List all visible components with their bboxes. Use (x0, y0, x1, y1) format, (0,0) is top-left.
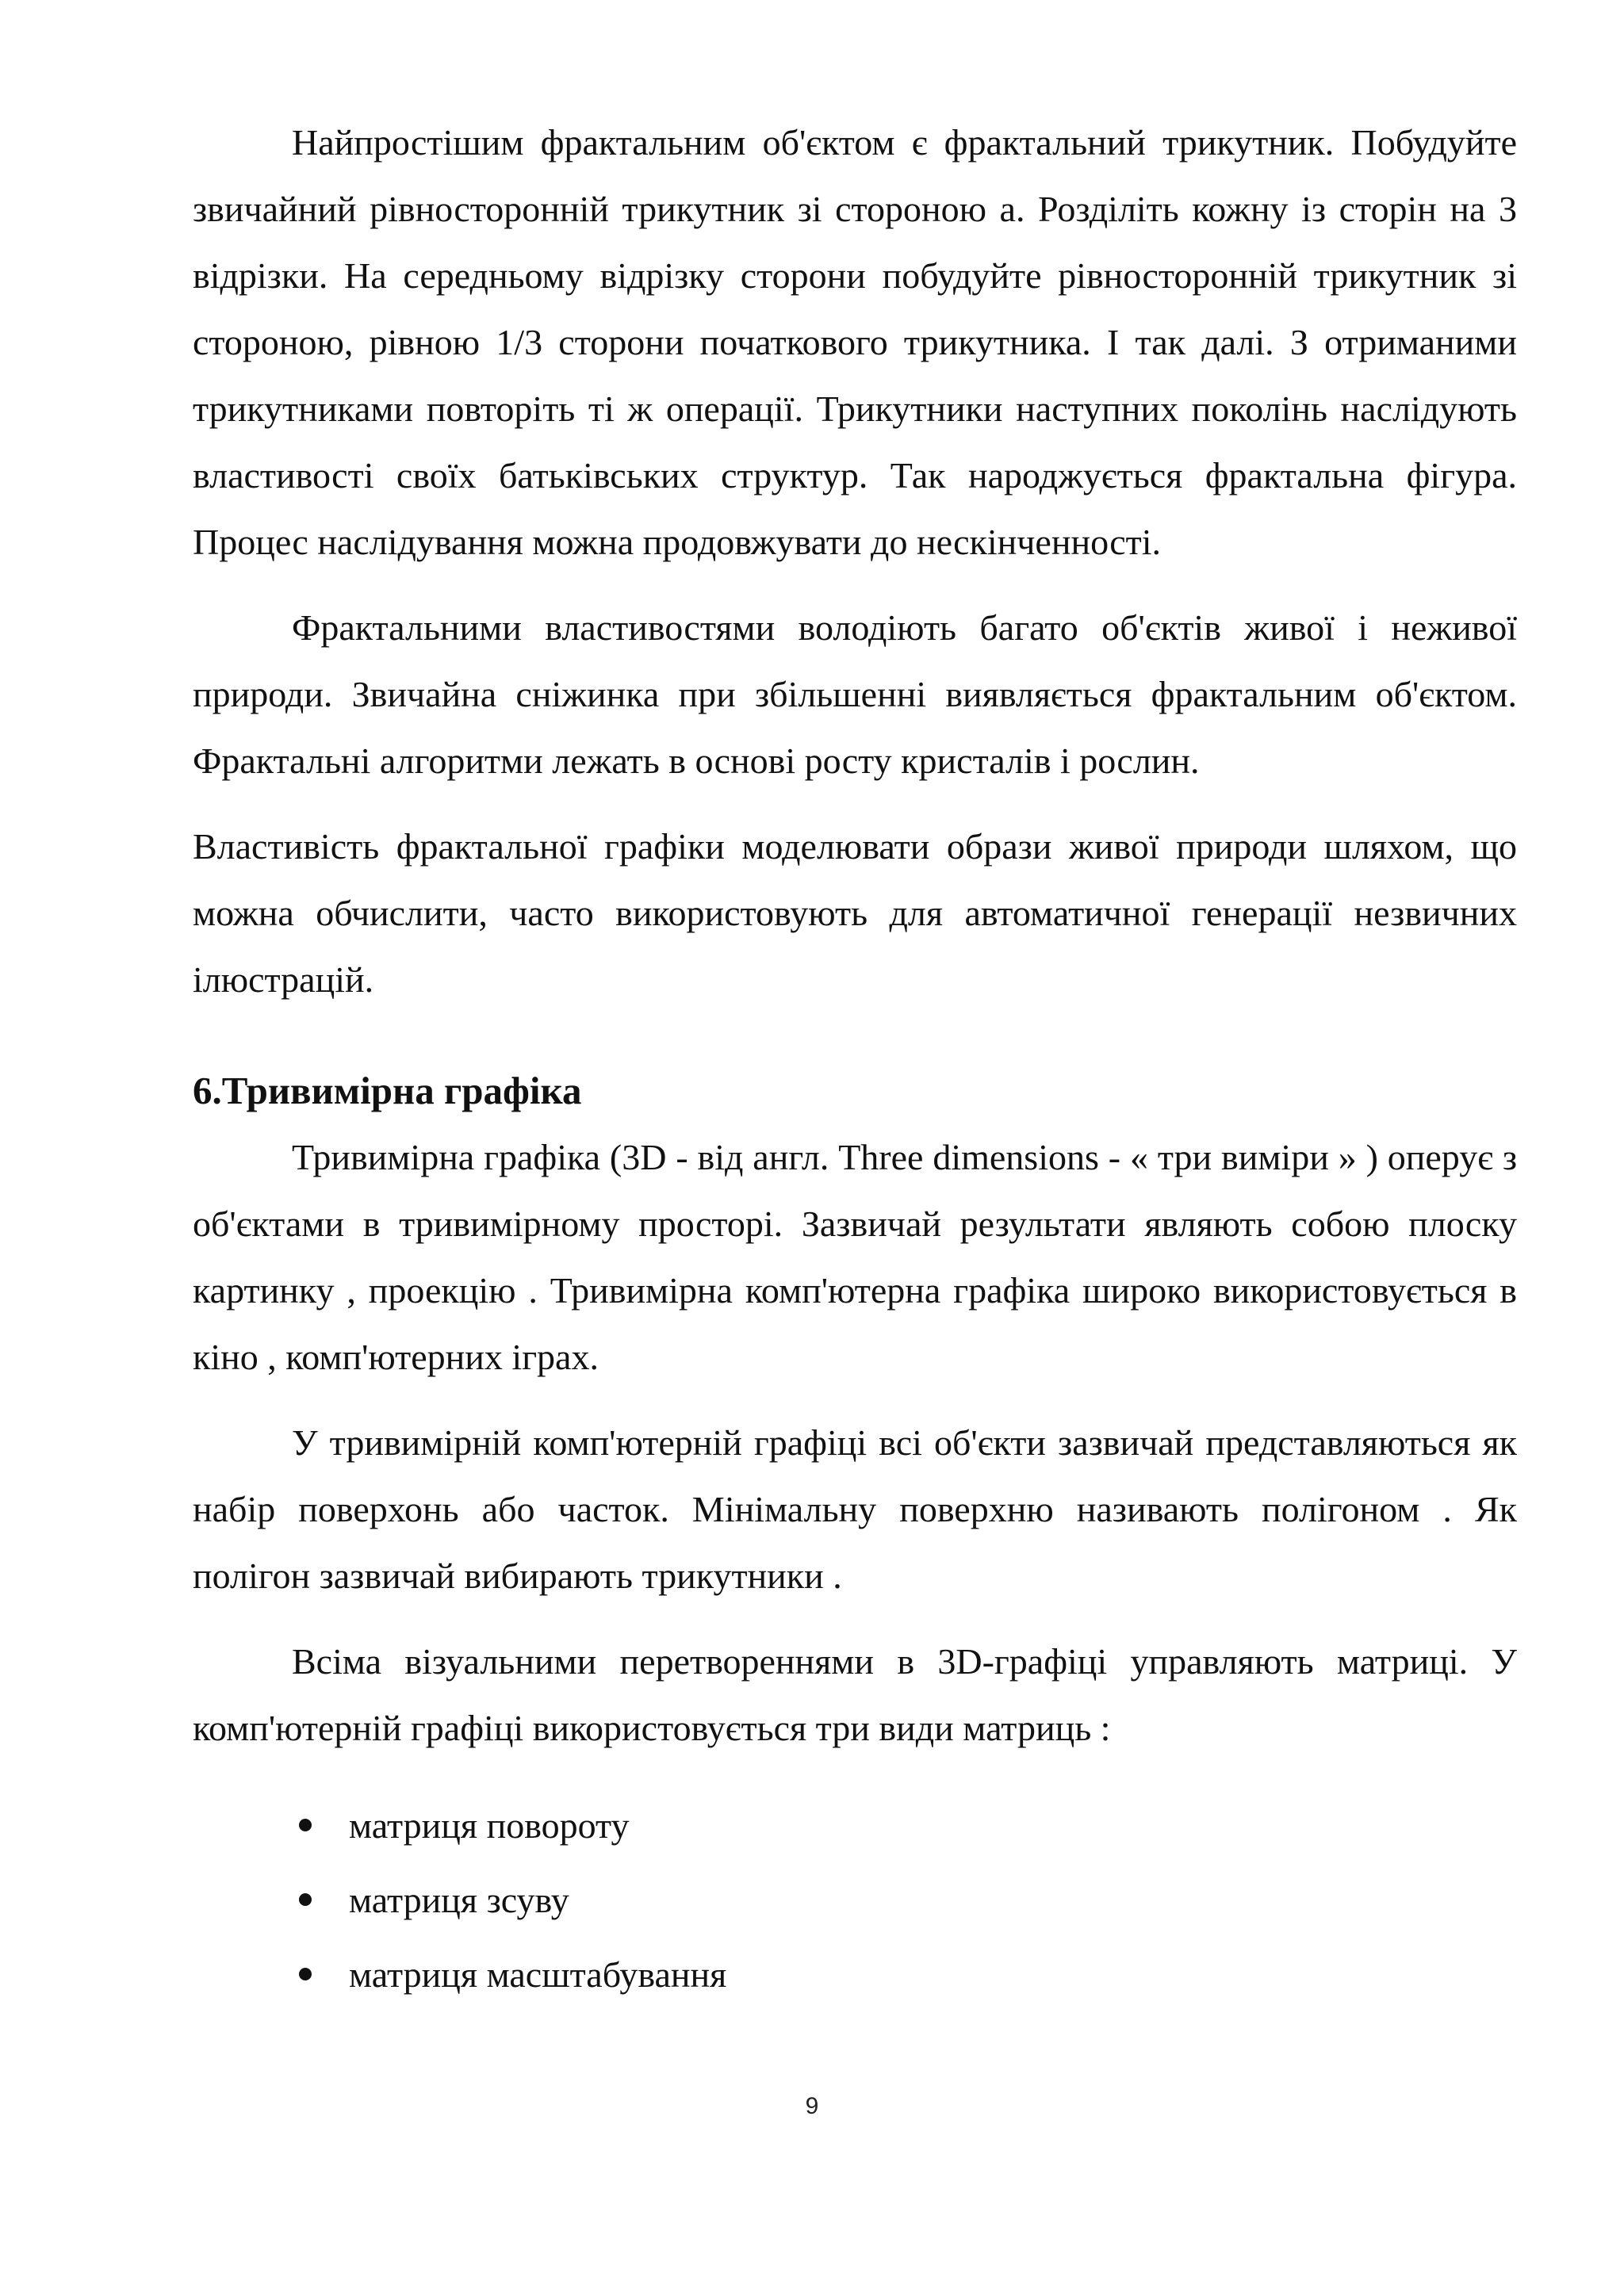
list-item (193, 1863, 1517, 1938)
list-item (193, 1789, 1517, 1863)
paragraph-3d-intro: Тривимірна графіка (3D - від англ. Three dimensions - « три виміри » ) оперує з об'єктами в тривимірному просторі. Зазвичай результати являють собою плоску картинку , проекцію . Тривимірна комп'ютерна графіка широко використовується в кіно , комп'ютерних іграх. (193, 1137, 1517, 1377)
section-heading: 6.Тривимірна графіка (193, 1069, 582, 1112)
paragraph-3d-matrices: Всіма візуальними перетвореннями в 3D-графіці управляють матриці. У комп'ютерній графіці використовується три види матриць : (193, 1641, 1517, 1748)
bullet-icon (299, 1893, 312, 1906)
list-item-label: матриця масштабування (349, 1954, 727, 1995)
matrix-types-list (193, 1789, 1517, 2012)
document-page (193, 109, 1517, 2012)
page-number: 9 (805, 2093, 819, 2119)
paragraph-fractal-nature: Фрактальними властивостями володіють багато об'єктів живої і неживої природи. Звичайна сніжинка при збільшенні виявляється фрактальним об'єктом. Фрактальні алгоритми лежать в основі росту кристалів і рослин. (193, 607, 1517, 781)
bullet-icon (299, 1819, 312, 1831)
list-item-label: матриця повороту (349, 1805, 630, 1846)
bullet-icon (299, 1968, 312, 1980)
paragraph-fractal-triangle: Найпростішим фрактальним об'єктом є фрактальний трикутник. Побудуйте звичайний рівносторонній трикутник зі стороною а. Розділіть кожну із сторін на 3 відрізки. На середньому відрізку сторони побудуйте рівносторонній трикутник зі стороною, рівною 1/3 сторони початкового трикутника. І так далі. З отриманими трикутниками повторіть ті ж операції. Трикутники наступних поколінь наслідують властивості своїх батьківських структур. Так народжується фрактальна фігура. Процес наслідування можна продовжувати до нескінченності. (193, 122, 1517, 562)
paragraph-3d-polygons: У тривимірній комп'ютерній графіці всі об'єкти зазвичай представляються як набір поверхонь або часток. Мінімальну поверхню називають полігоном . Як полігон зазвичай вибирають трикутники . (193, 1422, 1517, 1596)
paragraph-fractal-graphics: Властивість фрактальної графіки моделювати образи живої природи шляхом, що можна обчислити, часто використовують для автоматичної генерації незвичних ілюстрацій. (193, 826, 1517, 1000)
list-item-label: матриця зсуву (349, 1880, 569, 1920)
list-item (193, 1938, 1517, 2012)
